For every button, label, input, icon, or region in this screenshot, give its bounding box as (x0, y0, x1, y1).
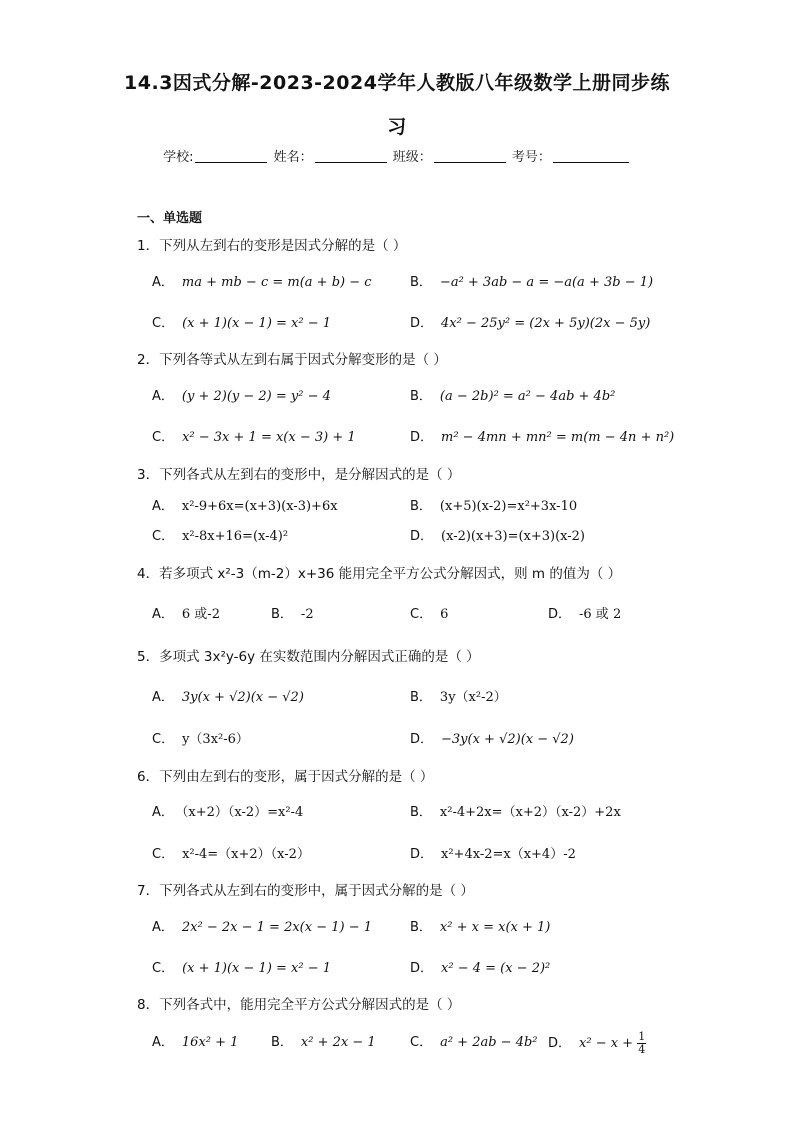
q5-option-c[interactable]: C． y（3x²-6） (152, 732, 249, 747)
q5-option-b[interactable]: B． 3y（x²-2） (410, 690, 507, 705)
q8-option-b[interactable]: B． x² + 2x − 1 (271, 1035, 376, 1050)
question-8-stem: 8．下列各式中，能用完全平方公式分解因式的是（ ） (137, 997, 461, 1013)
q8-option-d[interactable]: D． x² − x + $\frac{1}{4}$ (548, 1030, 646, 1056)
school-blank[interactable] (195, 148, 267, 163)
question-3-stem: 3．下列各式从左到右的变形中，是分解因式的是（ ） (137, 467, 461, 483)
q3-option-b[interactable]: B． (x+5)(x-2)=x²+3x-10 (410, 499, 578, 514)
q5-option-d[interactable]: D． −3y(x + √2)(x − √2) (410, 732, 574, 747)
number-blank[interactable] (553, 148, 629, 163)
q2-option-b[interactable]: B． (a − 2b)² = a² − 4ab + 4b² (410, 389, 616, 404)
q1-option-a[interactable]: A． ma + mb − c = m(a + b) − c (152, 275, 372, 290)
q7-option-a[interactable]: A． 2x² − 2x − 1 = 2x(x − 1) − 1 (152, 920, 372, 935)
question-2-stem: 2．下列各等式从左到右属于因式分解变形的是（ ） (137, 352, 447, 368)
q3-option-d[interactable]: D． (x-2)(x+3)=(x+3)(x-2) (410, 529, 586, 544)
q3-option-a[interactable]: A． x²-9+6x=(x+3)(x-3)+6x (152, 499, 338, 514)
q1-option-c[interactable]: C． (x + 1)(x − 1) = x² − 1 (152, 316, 332, 331)
q2-option-a[interactable]: A． (y + 2)(y − 2) = y² − 4 (152, 389, 331, 404)
q1-option-d[interactable]: D． 4x² − 25y² = (2x + 5y)(2x − 5y) (410, 316, 651, 331)
q1-option-b[interactable]: B． −a² + 3ab − a = −a(a + 3b − 1) (410, 275, 654, 290)
question-1-stem: 1．下列从左到右的变形是因式分解的是（ ） (137, 238, 407, 254)
fraction-denominator: 4 (638, 1043, 646, 1056)
name-label: 姓名： (273, 150, 313, 165)
q2-option-d[interactable]: D． m² − 4mn + mn² = m(m − 4n + n²) (410, 430, 675, 445)
number-label: 考号： (511, 150, 551, 165)
page-title-line-1: 14.3因式分解-2023-2024学年人教版八年级数学上册同步练 (124, 72, 670, 94)
q4-option-a[interactable]: A． 6 或-2 (152, 607, 220, 622)
q6-option-d[interactable]: D． x²+4x-2=x（x+4）-2 (410, 847, 576, 862)
q4-option-d[interactable]: D． -6 或 2 (548, 607, 622, 622)
class-blank[interactable] (434, 148, 506, 163)
question-5-stem: 5．多项式 3x²y-6y 在实数范围内分解因式正确的是（ ） (137, 649, 480, 665)
q5-option-a[interactable]: A． 3y(x + √2)(x − √2) (152, 690, 304, 705)
q2-option-c[interactable]: C． x² − 3x + 1 = x(x − 3) + 1 (152, 430, 356, 445)
fraction-one-quarter (637, 1031, 646, 1056)
question-6-stem: 6．下列由左到右的变形，属于因式分解的是（ ） (137, 769, 434, 785)
q6-option-b[interactable]: B． x²-4+2x=（x+2）（x-2）+2x (410, 805, 621, 820)
q4-option-c[interactable]: C． 6 (410, 607, 449, 622)
page-title-line-2: 习 (387, 116, 407, 138)
name-blank[interactable] (315, 148, 387, 163)
class-label: 班级： (392, 150, 432, 165)
question-7-stem: 7．下列各式从左到右的变形中，属于因式分解的是（ ） (137, 883, 474, 899)
q8-option-a[interactable]: A． 16x² + 1 (152, 1035, 239, 1050)
school-label: 学校: (163, 150, 194, 165)
fraction-numerator: 1 (638, 1030, 646, 1043)
student-info-row (0, 146, 794, 165)
q8-option-c[interactable]: C． a² + 2ab − 4b² (410, 1035, 538, 1050)
q6-option-c[interactable]: C． x²-4=（x+2）（x-2） (152, 847, 310, 862)
q4-option-b[interactable]: B． -2 (271, 607, 314, 622)
q3-option-c[interactable]: C． x²-8x+16=(x-4)² (152, 529, 289, 544)
q6-option-a[interactable]: A． （x+2）（x-2）=x²-4 (152, 805, 304, 820)
section-heading: 一、单选题 (137, 211, 203, 226)
q7-option-d[interactable]: D． x² − 4 = (x − 2)² (410, 961, 551, 976)
question-4-stem: 4．若多项式 x²-3（m-2）x+36 能用完全平方公式分解因式，则 m 的值为（ ） (137, 566, 622, 582)
q7-option-b[interactable]: B． x² + x = x(x + 1) (410, 920, 551, 935)
q7-option-c[interactable]: C． (x + 1)(x − 1) = x² − 1 (152, 961, 332, 976)
